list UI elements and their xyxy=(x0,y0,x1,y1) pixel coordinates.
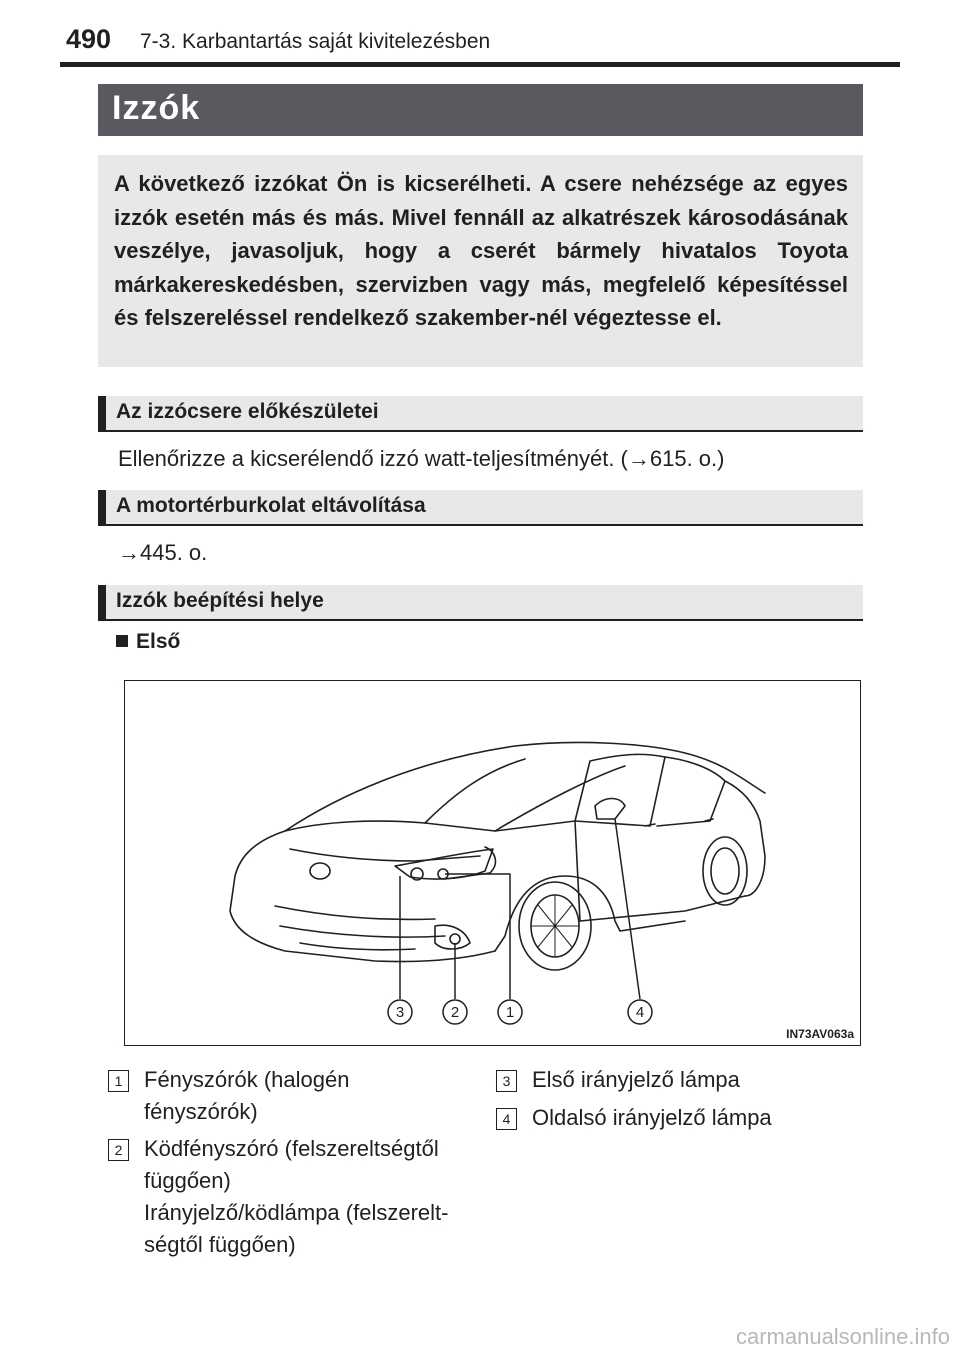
page-number: 490 xyxy=(66,24,112,54)
section-heading-engine-cover xyxy=(98,490,863,526)
legend-num-2: 2 xyxy=(108,1139,129,1161)
callout-2: 2 xyxy=(450,1004,460,1021)
front-subheading-text: Első xyxy=(136,630,181,653)
intro-text: A következő izzókat Ön is kicserélheti. A csere nehézsége az egyes izzók esetén más és más. Mivel fennáll az alkatrészek károsodásának veszélye, javasoljuk, hogy a cserét bármely hivatalos Toyota márkakereskedésben, szervizben vagy más, megfelelő képesítéssel és felszereléssel rendelkező szakember-nél végeztesse el. xyxy=(114,171,848,330)
legend-line: ségtől függően) xyxy=(144,1232,296,1257)
chapter-title: 7-3. Karbantartás saját kivitelezésben xyxy=(140,30,491,53)
legend-line: Fényszórók (halogén xyxy=(144,1067,350,1092)
legend-item-3 xyxy=(532,1064,740,1096)
legend-num-4: 4 xyxy=(496,1108,517,1130)
legend-num-3: 3 xyxy=(496,1070,517,1092)
header-rule xyxy=(60,62,900,67)
section-heading-text: A motortérburkolat eltávolítása xyxy=(116,494,426,517)
legend-line: függően) xyxy=(144,1168,231,1193)
legend-line: fényszórók) xyxy=(144,1099,258,1124)
title-bar xyxy=(98,84,863,136)
section-heading-bulb-locations xyxy=(98,585,863,621)
legend-line: Irányjelző/ködlámpa (felszerelt- xyxy=(144,1200,449,1225)
section-heading-text: Izzók beépítési helye xyxy=(116,589,324,612)
callout-1: 1 xyxy=(505,1004,515,1021)
section-heading-text: Az izzócsere előkészületei xyxy=(116,400,379,423)
intro-box xyxy=(98,155,863,367)
watermark: carmanualsonline.info xyxy=(735,1324,950,1349)
page-title: Izzók xyxy=(112,89,201,127)
callout-4: 4 xyxy=(635,1004,645,1021)
legend-line: Ködfényszóró (felszereltségtől xyxy=(144,1136,439,1161)
car-illustration xyxy=(125,681,860,1045)
legend-item-4 xyxy=(532,1102,772,1134)
legend-num-1: 1 xyxy=(108,1070,129,1092)
section-text-engine-cover: →445. o. xyxy=(118,540,208,565)
legend-item-2 xyxy=(144,1133,448,1261)
square-bullet-icon xyxy=(116,635,128,647)
callout-3: 3 xyxy=(395,1004,405,1021)
legend-item-1 xyxy=(144,1064,349,1128)
legend-line: Első irányjelző lámpa xyxy=(532,1067,740,1092)
front-subheading xyxy=(116,630,180,654)
car-figure xyxy=(124,680,861,1046)
legend-line: Oldalsó irányjelző lámpa xyxy=(532,1105,772,1130)
figure-code: IN73AV063a xyxy=(786,1027,854,1041)
section-heading-preparation xyxy=(98,396,863,432)
section-text-preparation: Ellenőrizze a kicserélendő izzó watt-teljesítményét. (→615. o.) xyxy=(118,446,725,471)
